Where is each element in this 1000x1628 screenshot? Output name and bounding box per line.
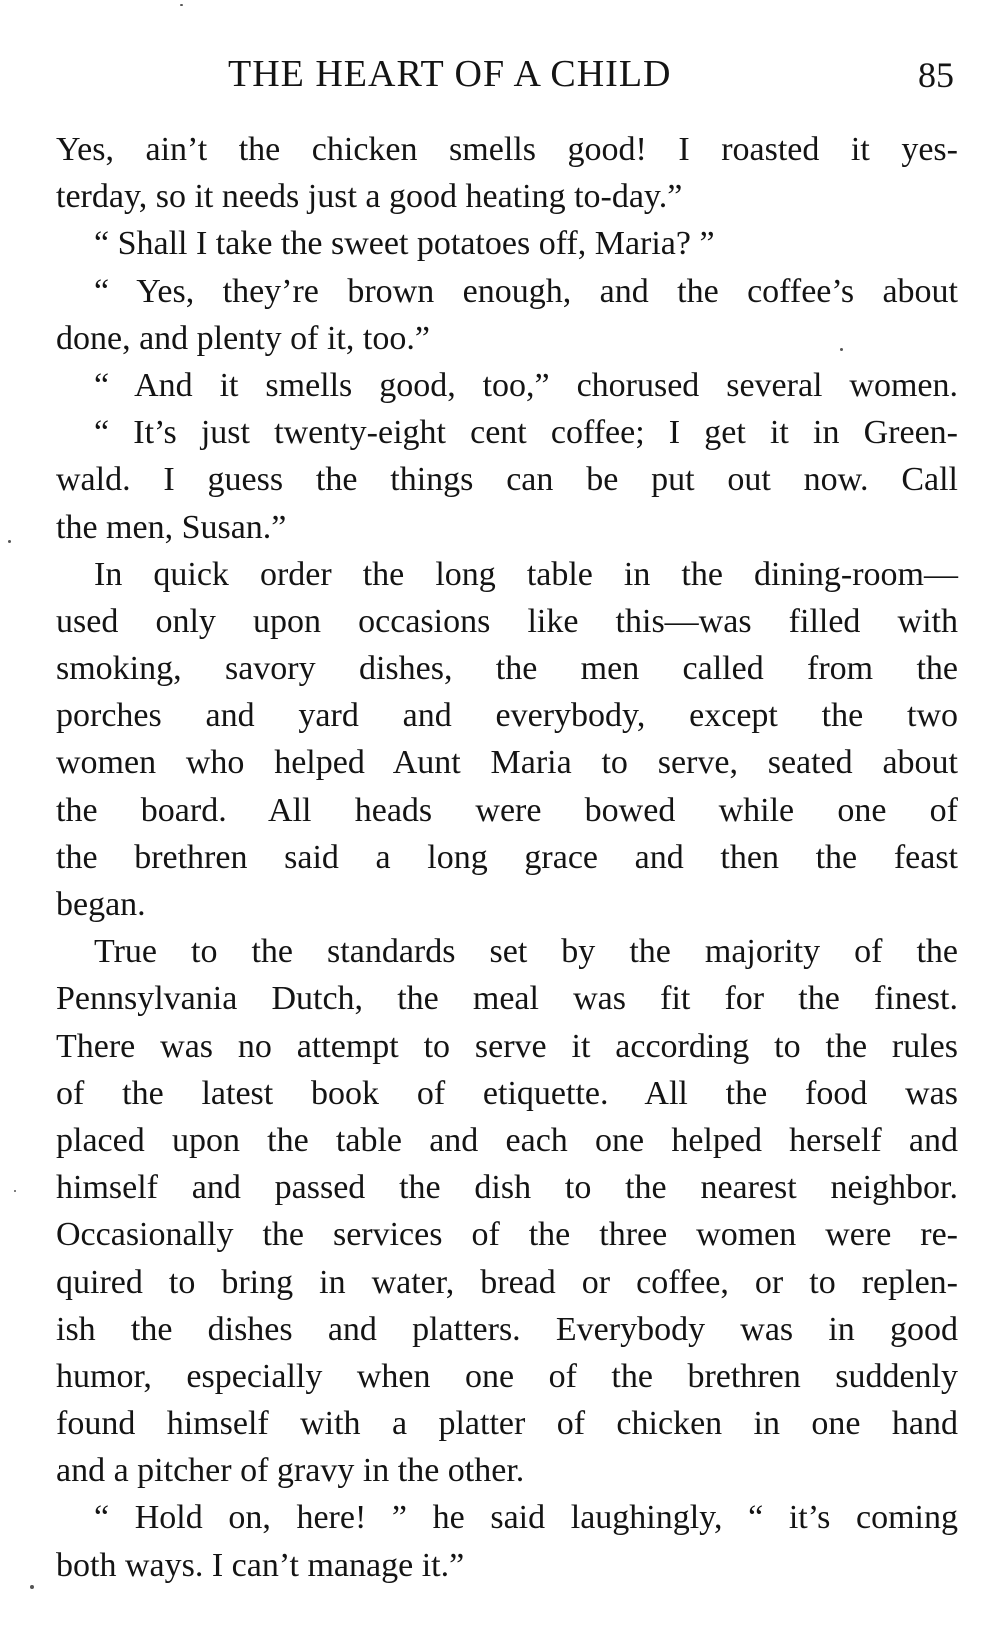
text-line: Yes, ain’t the chicken smells good! I roasted it yes- <box>56 131 958 168</box>
text-line: placed upon the table and each one helped herself and <box>56 1121 958 1159</box>
running-head <box>56 52 954 102</box>
text-line: Occasionally the services of the three women were re- <box>56 1216 958 1254</box>
scan-speck <box>8 540 11 543</box>
text-line: “ Yes, they’re brown enough, and the coffee’s about <box>94 272 958 310</box>
text-line: found himself with a platter of chicken in one hand <box>56 1405 958 1443</box>
text-line: done, and plenty of it, too.” <box>56 319 430 357</box>
text-line: women who helped Aunt Maria to serve, seated about <box>56 744 958 782</box>
text-line: both ways. I can’t manage it.” <box>56 1546 465 1584</box>
text-line: “ Shall I take the sweet potatoes off, Maria? ” <box>94 225 715 263</box>
scan-speck <box>840 348 843 351</box>
text-line: “ And it smells good, too,” chorused several women. <box>94 366 958 404</box>
text-line: quired to bring in water, bread or coffee, or to replen- <box>56 1263 958 1301</box>
text-line: In quick order the long table in the dining-room— <box>94 555 958 593</box>
running-head-title: THE HEART OF A CHILD <box>228 53 672 95</box>
text-line: There was no attempt to serve it according to the rules <box>56 1027 958 1065</box>
text-line: “ It’s just twenty-eight cent coffee; I get it in Green- <box>94 414 958 452</box>
scan-speck <box>14 1190 16 1192</box>
text-line: Pennsylvania Dutch, the meal was fit for the finest. <box>56 980 958 1018</box>
text-line: of the latest book of etiquette. All the food was <box>56 1074 958 1112</box>
text-line: porches and yard and everybody, except the two <box>56 697 958 735</box>
text-line: the board. All heads were bowed while one of <box>56 791 958 829</box>
text-line: humor, especially when one of the brethren suddenly <box>56 1357 958 1395</box>
text-line: smoking, savory dishes, the men called from the <box>56 650 958 688</box>
scan-speck <box>180 4 183 6</box>
text-line: terday, so it needs just a good heating to-day.” <box>56 178 683 216</box>
text-line: “ Hold on, here! ” he said laughingly, “ it’s coming <box>94 1499 958 1537</box>
text-line: the men, Susan.” <box>56 508 287 546</box>
page-number: 85 <box>918 55 954 95</box>
text-line: ish the dishes and platters. Everybody was in good <box>56 1310 958 1348</box>
text-line: the brethren said a long grace and then the feast <box>56 838 958 876</box>
text-line: began. <box>56 886 146 923</box>
text-line: wald. I guess the things can be put out now. Call <box>56 461 958 499</box>
text-line: True to the standards set by the majority of the <box>94 933 958 971</box>
scan-speck <box>30 1585 34 1589</box>
text-line: used only upon occasions like this—was filled with <box>56 602 958 640</box>
body-text <box>56 126 958 1589</box>
text-line: himself and passed the dish to the nearest neighbor. <box>56 1169 958 1207</box>
text-line: and a pitcher of gravy in the other. <box>56 1452 525 1490</box>
